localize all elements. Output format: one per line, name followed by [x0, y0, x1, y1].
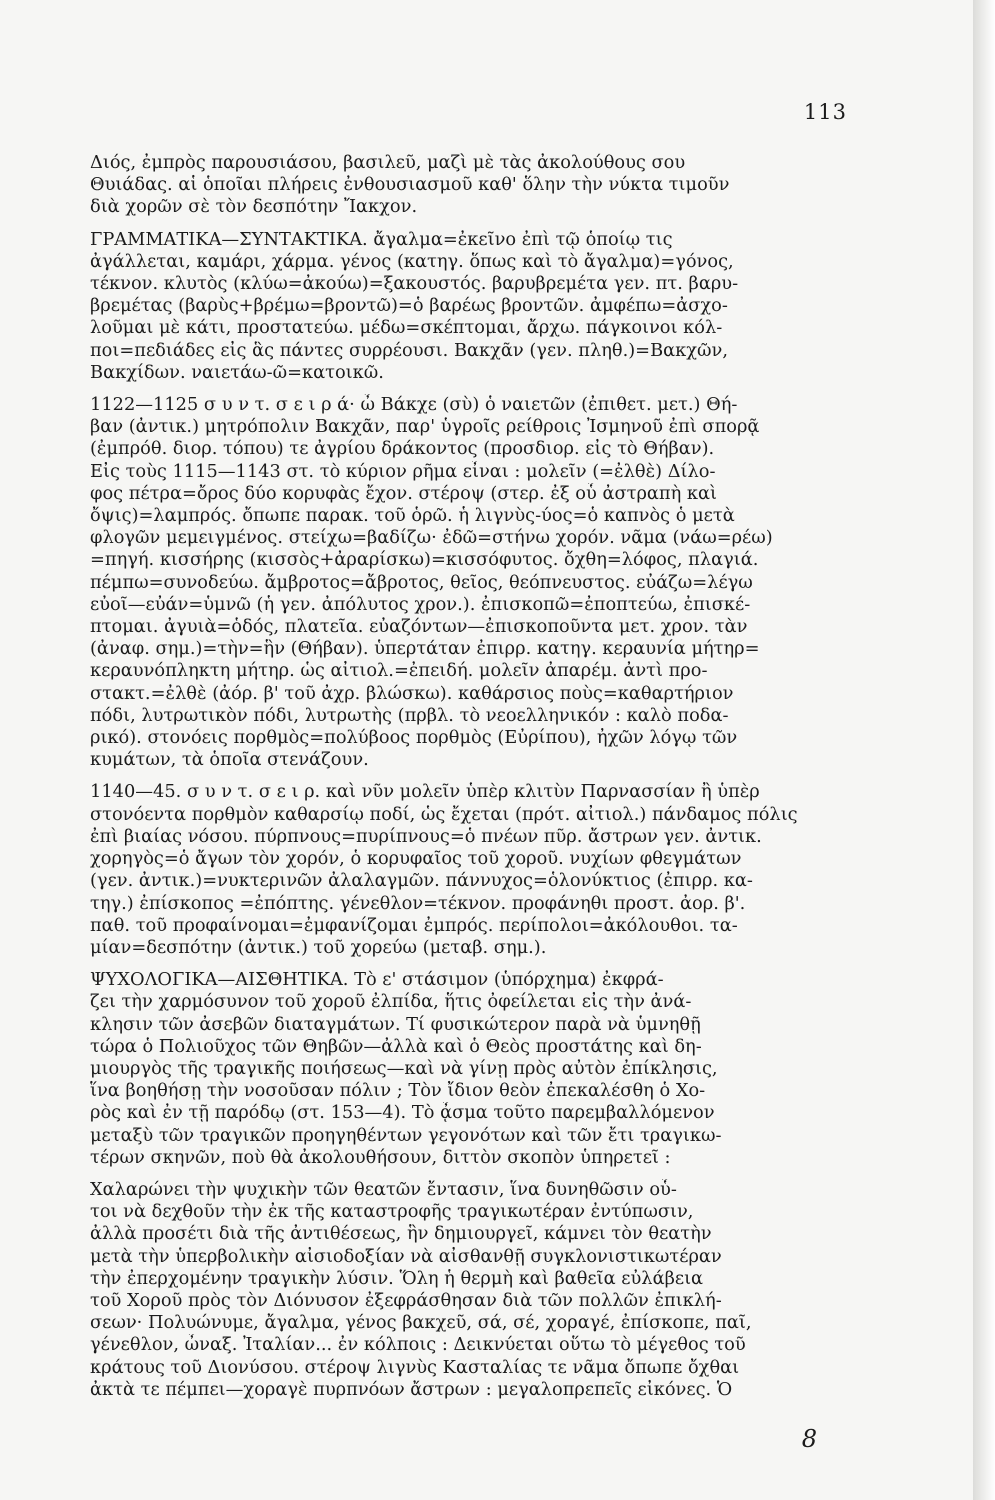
text-line: Βακχίδων. ναιετάω-ῶ=κατοικῶ.	[90, 361, 384, 383]
text-line: ρὸς καὶ ἐν τῇ παρόδῳ (στ. 153—4). Τὸ ᾆσμα τοῦτο παρεμβαλλόμενον	[90, 1102, 715, 1124]
text-line: πέμπω=συνοδεύω. ἄμβροτος=ἄβροτος, θεῖος, θεόπνευστος. εὐάζω=λέγω	[90, 571, 753, 593]
text-line: 1122—1125 σ υ ν τ. σ ε ι ρ ά· ὦ Βάκχε (σὺ) ὁ ναιετῶν (ἐπιθετ. μετ.) Θή-	[90, 394, 738, 416]
paragraph	[90, 969, 852, 1169]
page-number: 113	[803, 100, 847, 124]
text-line: ἐπὶ βιαίας νόσου. πύρπνους=πυρίπνους=ὁ πνέων πῦρ. ἄστρων γεν. ἀντικ.	[90, 825, 762, 847]
text-line: =πηγή. κισσήρης (κισσὸς+ἀραρίσκω)=κισσόφυτος. ὄχθη=λόφος, πλαγιά.	[90, 549, 759, 571]
text-line: λοῦμαι μὲ κάτι, προστατεύω. μέδω=σκέπτομαι, ἄρχω. πάγκοινοι κόλ-	[90, 317, 723, 339]
text-line: σεων· Πολυώνυμε, ἄγαλμα, γένος βακχεῦ, σά, σέ, χοραγέ, ἐπίσκοπε, παῖ,	[90, 1312, 752, 1334]
text-line: ΨΥΧΟΛΟΓΙΚΑ—ΑΙΣΘΗΤΙΚΑ. Τὸ ε' στάσιμον (ὑπόρχημα) ἐκφρά-	[90, 969, 664, 991]
text-line: παθ. τοῦ προφαίνομαι=ἐμφανίζομαι ἐμπρός. περίπολοι=ἀκόλουθοι. τα-	[90, 914, 738, 936]
text-line: φος πέτρα=ὄρος δύο κορυφὰς ἔχον. στέροψ (στερ. ἐξ οὗ ἀστραπὴ καὶ	[90, 482, 717, 504]
text-line: βαν (ἀντικ.) μητρόπολιν Βακχᾶν, παρ' ὑγροῖς ρείθροις Ἰσμηνοῦ ἐπὶ σπορᾷ	[90, 416, 760, 438]
paragraph	[90, 394, 852, 771]
body-text	[90, 152, 852, 1401]
text-line: τοῦ Χοροῦ πρὸς τὸν Διόνυσον ἐξεφράσθησαν διὰ τῶν πολλῶν ἐπικλή-	[90, 1289, 722, 1311]
text-line: τέρων σκηνῶν, ποὺ θὰ ἀκολουθήσουν, διττὸν σκοπὸν ὑπηρετεῖ :	[90, 1146, 671, 1168]
text-line: φλογῶν μεμειγμένος. στείχω=βαδίζω· ἐδῶ=στήνω χορόν. νᾶμα (νάω=ρέω)	[90, 527, 773, 549]
text-line: ἵνα βοηθήσῃ τὴν νοσοῦσαν πόλιν ; Τὸν ἴδιον θεὸν ἐπεκαλέσθη ὁ Χο-	[90, 1080, 706, 1102]
text-line: ἀγάλλεται, καμάρι, χάρμα. γένος (κατηγ. ὅπως καὶ τὸ ἄγαλμα)=γόνος,	[90, 250, 734, 272]
text-line: κράτους τοῦ Διονύσου. στέροψ λιγνὺς Κασταλίας τε νᾶμα ὄπωπε ὄχθαι	[90, 1356, 740, 1378]
text-line: τὴν ἐπερχομένην τραγικὴν λύσιν. Ὅλη ἡ θερμὴ καὶ βαθεῖα εὐλάβεια	[90, 1267, 704, 1289]
text-line: γένεθλον, ὦναξ. Ἰταλίαν... ἐν κόλποις : Δεικνύεται οὕτω τὸ μέγεθος τοῦ	[90, 1334, 746, 1356]
text-line: ποι=πεδιάδες εἰς ἃς πάντες συρρέουσι. Βακχᾶν (γεν. πληθ.)=Βακχῶν,	[90, 339, 728, 361]
text-line: πτομαι. ἀγυιὰ=ὁδός, πλατεῖα. εὐαζόντων—ἐπισκοποῦντα μετ. χρον. τὰν	[90, 616, 748, 638]
paragraph	[90, 152, 852, 219]
text-line: ὄψις)=λαμπρός. ὄπωπε παρακ. τοῦ ὁρῶ. ἡ λιγνὺς-ύος=ὁ καπνὸς ὁ μετὰ	[90, 505, 735, 527]
paragraph	[90, 781, 852, 959]
paragraph	[90, 1179, 852, 1401]
text-line: τηγ.) ἐπίσκοπος =ἐπόπτης. γένεθλον=τέκνον. προφάνηθι προστ. ἀορ. β'.	[90, 892, 746, 914]
page-edge-shadow	[973, 0, 995, 1500]
text-line: (ἐμπρόθ. διορ. τόπου) τε ἀγρίου δράκοντος (προσδιορ. εἰς τὸ Θήβαν).	[90, 438, 715, 460]
text-line: τοι νὰ δεχθοῦν τὴν ἐκ τῆς καταστροφῆς τραγικωτέραν ἐντύπωσιν,	[90, 1201, 694, 1223]
text-line: ἀλλὰ προσέτι διὰ τῆς ἀντιθέσεως, ἣν δημιουργεῖ, κάμνει τὸν θεατὴν	[90, 1223, 712, 1245]
text-line: μεταξὺ τῶν τραγικῶν προηγηθέντων γεγονότων καὶ τῶν ἔτι τραγικω-	[90, 1124, 722, 1146]
text-line: (ἀναφ. σημ.)=τὴν=ἣν (Θήβαν). ὑπερτάταν ἐπιρρ. κατηγ. κεραυνία μήτηρ=	[90, 638, 760, 660]
text-line: ζει τὴν χαρμόσυνον τοῦ χοροῦ ἐλπίδα, ἥτις ὀφείλεται εἰς τὴν ἀνά-	[90, 991, 692, 1013]
text-line: κυμάτων, τὰ ὁποῖα στενάζουν.	[90, 749, 369, 771]
text-line: διὰ χορῶν σὲ τὸν δεσπότην Ἴακχον.	[90, 196, 418, 218]
text-line: ρικό). στονόεις πορθμὸς=πολύβοος πορθμὸς (Εὐρίπου), ἠχῶν λόγῳ τῶν	[90, 727, 738, 749]
text-line: μετὰ τὴν ὑπερβολικὴν αἰσιοδοξίαν νὰ αἰσθανθῇ συγκλονιστικωτέραν	[90, 1245, 722, 1267]
text-line: μίαν=δεσπότην (ἀντικ.) τοῦ χορεύω (μεταβ. σημ.).	[90, 936, 547, 958]
text-line: Χαλαρώνει τὴν ψυχικὴν τῶν θεατῶν ἔντασιν, ἵνα δυνηθῶσιν οὗ-	[90, 1178, 677, 1200]
text-line: κλησιν τῶν ἀσεβῶν διαταγμάτων. Τί φυσικώτερον παρὰ νὰ ὑμνηθῇ	[90, 1013, 701, 1035]
text-line: κεραυνόπληκτη μήτηρ. ὡς αἰτιολ.=ἐπειδή. μολεῖν ἀπαρέμ. ἀντὶ προ-	[90, 660, 708, 682]
text-line: 1140—45. σ υ ν τ. σ ε ι ρ. καὶ νῦν μολεῖν ὑπὲρ κλιτὺν Παρνασσίαν ἢ ὑπὲρ	[90, 781, 760, 803]
text-line: χορηγὸς=ὁ ἄγων τὸν χορόν, ὁ κορυφαῖος τοῦ χοροῦ. νυχίων φθεγμάτων	[90, 848, 742, 870]
text-line: στακτ.=ἐλθὲ (ἀόρ. β' τοῦ ἀχρ. βλώσκω). καθάρσιος ποὺς=καθαρτήριον	[90, 682, 734, 704]
text-line: Εἰς τοὺς 1115—1143 στ. τὸ κύριον ρῆμα εἶναι : μολεῖν (=ἐλθὲ) Δίλο-	[90, 460, 716, 482]
text-line: μιουργὸς τῆς τραγικῆς ποιήσεως—καὶ νὰ γίνῃ πρὸς αὐτὸν ἐπίκλησις,	[90, 1057, 718, 1079]
text-line: εὐοῖ—εὐάν=ὑμνῶ (ἡ γεν. ἀπόλυτος χρον.). ἐπισκοπῶ=ἐποπτεύω, ἐπισκέ-	[90, 593, 751, 615]
text-line: πόδι, λυτρωτικὸν πόδι, λυτρωτὴς (πρβλ. τὸ νεοελληνικόν : καλὸ ποδα-	[90, 704, 729, 726]
text-line: βρεμέτας (βαρὺς+βρέμω=βροντῶ)=ὁ βαρέως βροντῶν. ἀμφέπω=ἀσχο-	[90, 295, 728, 317]
text-line: Διός, ἐμπρὸς παρουσιάσου, βασιλεῦ, μαζὶ μὲ τὰς ἀκολούθους σου	[90, 152, 686, 173]
text-line: στονόεντα πορθμὸν καθαρσίῳ ποδί, ὡς ἔχεται (πρότ. αἰτιολ.) πάνδαμος πόλις	[90, 803, 798, 825]
text-line: ἀκτὰ τε πέμπει—χοραγὲ πυρπνόων ἄστρων : μεγαλοπρεπεῖς εἰκόνες. Ὁ	[90, 1378, 733, 1400]
text-line: τώρα ὁ Πολιοῦχος τῶν Θηβῶν—ἀλλὰ καὶ ὁ Θεὸς προστάτης καὶ δη-	[90, 1035, 702, 1057]
text-line: Θυιάδας. αἱ ὁποῖαι πλήρεις ἐνθουσιασμοῦ καθ' ὅλην τὴν νύκτα τιμοῦν	[90, 174, 730, 196]
text-line: ΓΡΑΜΜΑΤΙΚΑ—ΣΥΝΤΑΚΤΙΚΑ. ἄγαλμα=ἐκεῖνο ἐπὶ τῷ ὁποίῳ τις	[90, 228, 673, 250]
text-line: τέκνον. κλυτὸς (κλύω=ἀκούω)=ξακουστός. βαρυβρεμέτα γεν. πτ. βαρυ-	[90, 273, 739, 295]
text-line: (γεν. ἀντικ.)=νυκτερινῶν ἀλαλαγμῶν. πάννυχος=ὁλονύκτιος (ἐπιρρ. κα-	[90, 870, 753, 892]
paragraph	[90, 229, 852, 384]
signature-mark: 8	[801, 1425, 817, 1453]
